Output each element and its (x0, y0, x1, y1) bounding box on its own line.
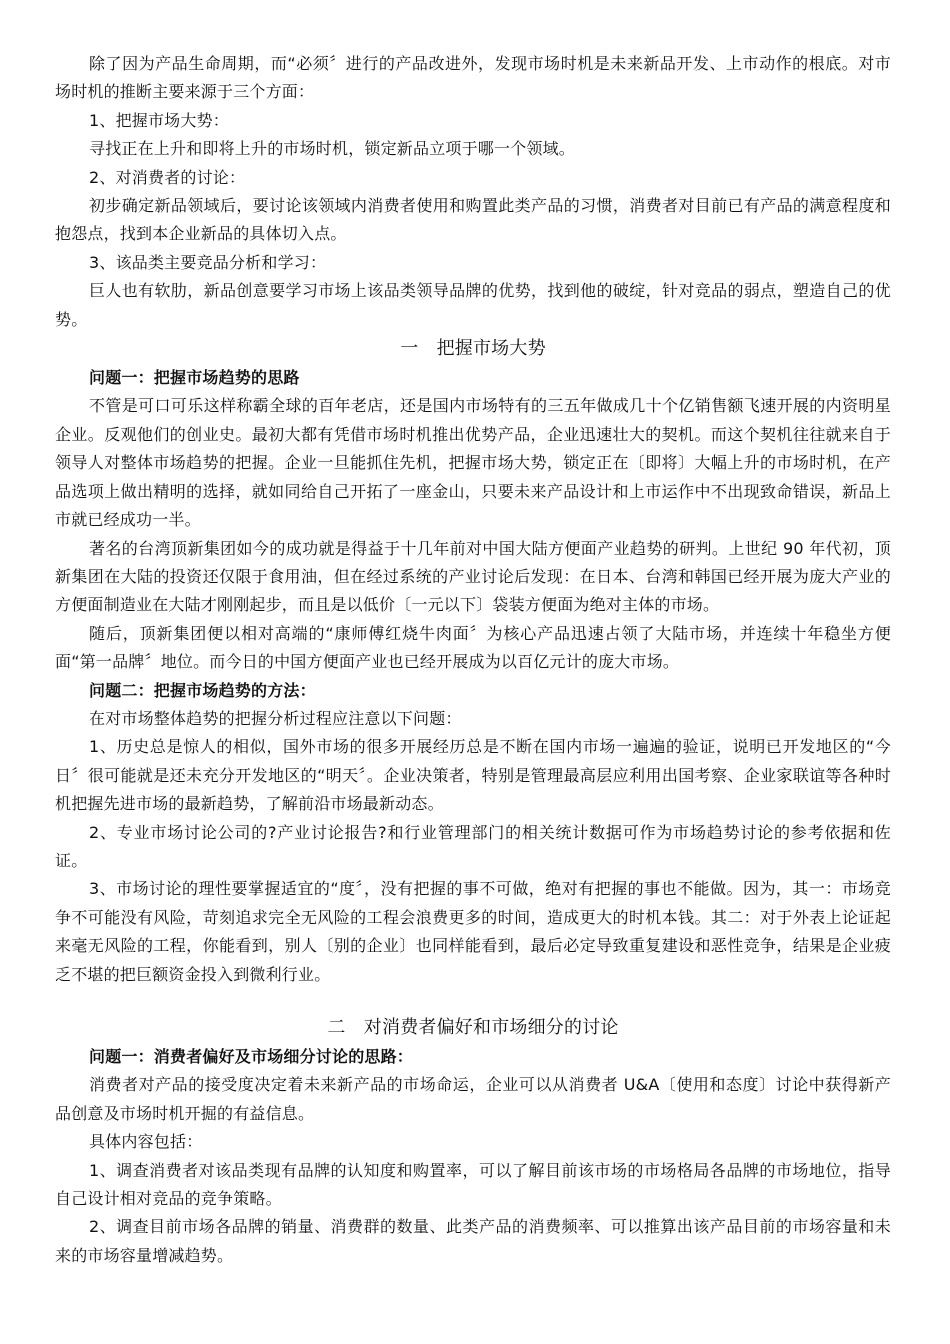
section-1-question-2-item-2: 2、专业市场讨论公司的?产业讨论报告?和行业管理部门的相关统计数据可作为市场趋势讨论的参考依据和佐证。 (55, 822, 891, 870)
section-2-question-1-title: 问题一：消费者偏好及市场细分讨论的思路： (89, 1047, 414, 1066)
section-1-question-1-paragraph-3: 随后，顶新集团便以相对高端的“康师傅红烧牛肉面〞为核心产品迅速占领了大陆市场，并连续十年稳坐方便面“第一品牌〞地位。而今日的中国方便面产业也已经开展成为以百亿元计的庞大市场。 (55, 623, 891, 672)
section-spacer (55, 989, 891, 1013)
section-1-question-2-item-3: 3、市场讨论的理性要掌握适宜的“度〞，没有把握的事不可做，绝对有把握的事也不能做。因为，其一：市场竞争不可能没有风险，苛刻追求完全无风险的工程会浪费更多的时间，造成更大的时机本钱。其二：对于外表上论证起来毫无风险的工程，你能看到，别人〔别的企业〕也同样能看到，最后必定导致重复建设和恶性竞争，结果是企业疲乏不堪的把巨额资金投入到微利行业。 (55, 879, 891, 984)
section-2-question-1-item-1: 1、调查消费者对该品类现有品牌的认知度和购置率，可以了解目前该市场的市场格局各品牌的市场地位，指导自己设计相对竞品的竞争策略。 (55, 1160, 891, 1209)
section-1-question-1-paragraph-1: 不管是可口可乐这样称霸全球的百年老店，还是国内市场特有的三五年做成几十个亿销售额飞速开展的内资明星企业。反观他们的创业史。最初大都有凭借市场时机推出优势产品，企业迅速壮大的契机。而这个契机往往就来自于领导人对整体市场趋势的把握。企业一旦能抓住先机，把握市场大势，锁定正在〔即将〕大幅上升的市场时机，在产品选项上做出精明的选择，就如同给自己开拓了一座金山，只要未来产品设计和上市运作中不出现致命错误，新品上市就已经成功一半。 (55, 396, 891, 530)
intro-item-3-text: 巨人也有软肋，新品创意要学习市场上该品类领导品牌的优势，找到他的破绽，针对竞品的弱点，塑造自己的优势。 (55, 281, 891, 329)
intro-item-1-title: 1、把握市场大势： (89, 110, 229, 130)
section-2-question-1-paragraph-2: 具体内容包括： (89, 1132, 203, 1152)
section-1-question-2-title: 问题二：把握市场趋势的方法： (89, 680, 316, 700)
section-1-question-2-item-1: 1、历史总是惊人的相似，国外市场的很多开展经历总是不断在国内市场一遍遍的验证，说明已开发地区的“今日〞很可能就是还未充分开发地区的“明天〞。企业决策者，特别是管理最高层应利用出国考察、企业家联谊等各种时机把握先进市场的最新趋势，了解前沿市场最新动态。 (55, 737, 891, 814)
intro-item-2-text: 初步确定新品领域后，要讨论该领域内消费者使用和购置此类产品的习惯，消费者对目前已有产品的满意程度和抱怨点，找到本企业新品的具体切入点。 (55, 196, 891, 244)
intro-item-2-title: 2、对消费者的讨论： (89, 167, 246, 187)
section-2-heading: 二 对消费者偏好和市场细分的讨论 (327, 1017, 619, 1038)
intro-item-1-text: 寻找正在上升和即将上升的市场时机，锁定新品立项于哪一个领域。 (89, 139, 576, 159)
intro-paragraph: 除了因为产品生命周期，而“必须〞进行的产品改进外，发现市场时机是未来新品开发、上市动作的根底。对市场时机的推断主要来源于三个方面： (55, 54, 891, 102)
section-1-heading: 一 把握市场大势 (400, 338, 546, 360)
section-1-question-1-title: 问题一：把握市场趋势的思路 (89, 368, 300, 388)
section-2-question-1-item-2: 2、调查目前市场各品牌的销量、消费群的数量、此类产品的消费频率、可以推算出该产品目前的市场容量和未来的市场容量增减趋势。 (55, 1217, 891, 1265)
document-page (55, 50, 891, 1270)
section-1-question-1-paragraph-2: 著名的台湾顶新集团如今的成功就是得益于十几年前对中国大陆方便面产业趋势的研判。上世纪 90 年代初，顶新集团在大陆的投资还仅限于食用油，但在经过系统的产业讨论后发现：在日本、台湾和韩国已经开展为庞大产业的方便面制造业在大陆才刚刚起步，而且是以低价〔一元以下〕袋装方便面为绝对主体的市场。 (55, 538, 891, 615)
intro-item-3-title: 3、该品类主要竞品分析和学习： (89, 252, 327, 272)
section-1-question-2-intro: 在对市场整体趋势的把握分析过程应注意以下问题： (89, 708, 462, 728)
section-2-question-1-paragraph-1: 消费者对产品的接受度决定着未来新产品的市场命运，企业可以从消费者 U&A〔使用和态度〕讨论中获得新产品创意及市场时机开掘的有益信息。 (55, 1075, 891, 1123)
